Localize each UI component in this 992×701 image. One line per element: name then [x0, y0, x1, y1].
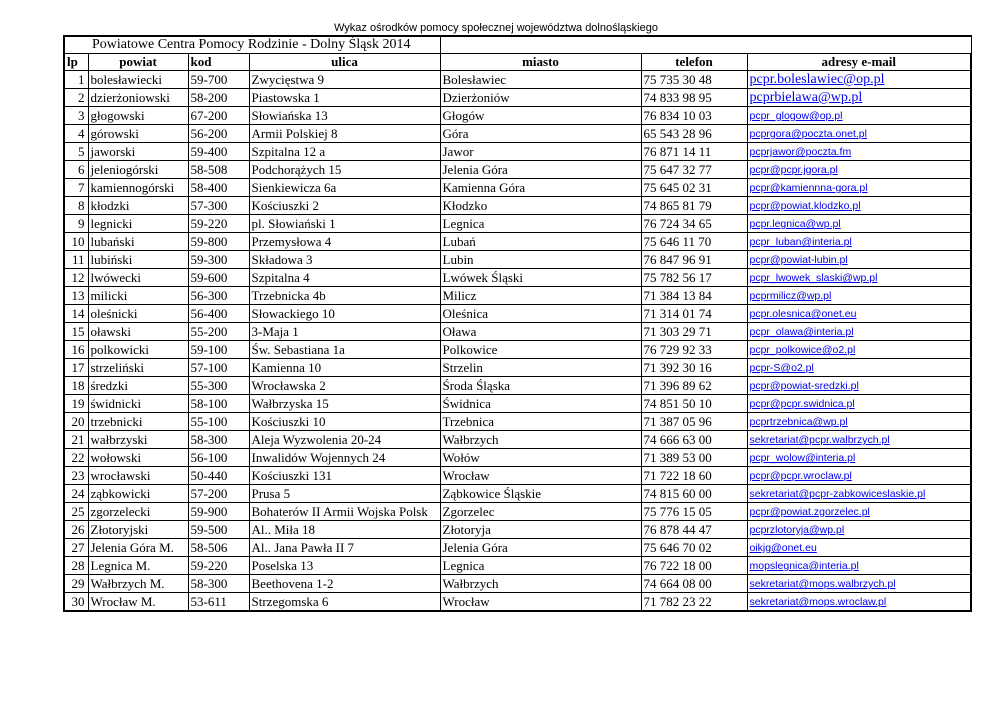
cell-ulica: Podchorążych 15: [249, 161, 440, 179]
cell-lp: 9: [64, 215, 88, 233]
email-link[interactable]: pcprbielawa@wp.pl: [749, 90, 863, 105]
cell-kod: 57-100: [188, 359, 249, 377]
cell-email: [747, 467, 971, 485]
cell-email: [747, 485, 971, 503]
cell-telefon: 71 384 13 84: [641, 287, 747, 305]
cell-telefon: 75 645 02 31: [641, 179, 747, 197]
cell-miasto: Bolesławiec: [440, 71, 641, 89]
cell-telefon: 76 834 10 03: [641, 107, 747, 125]
cell-kod: 58-100: [188, 395, 249, 413]
cell-kod: 59-900: [188, 503, 249, 521]
table-row: [64, 341, 971, 359]
cell-telefon: 74 664 08 00: [641, 575, 747, 593]
cell-email: [747, 557, 971, 575]
cell-email: [747, 593, 971, 612]
table-row: [64, 179, 971, 197]
email-link[interactable]: sekretariat@mops.walbrzych.pl: [749, 578, 896, 590]
cell-miasto: Wołów: [440, 449, 641, 467]
cell-email: [747, 251, 971, 269]
email-link[interactable]: pcprzlotoryja@wp.pl: [749, 524, 845, 536]
cell-lp: 17: [64, 359, 88, 377]
cell-ulica: Kościuszki 2: [249, 197, 440, 215]
cell-kod: 59-600: [188, 269, 249, 287]
cell-email: [747, 413, 971, 431]
email-link[interactable]: pcpr_glogow@op.pl: [749, 110, 843, 122]
email-link[interactable]: pcpr@powiat-sredzki.pl: [749, 380, 859, 392]
cell-ulica: Trzebnicka 4b: [249, 287, 440, 305]
cell-telefon: 75 646 11 70: [641, 233, 747, 251]
cell-ulica: Słowackiego 10: [249, 305, 440, 323]
table-row: [64, 449, 971, 467]
table-row: [64, 287, 971, 305]
cell-lp: 8: [64, 197, 88, 215]
table-row: [64, 197, 971, 215]
cell-ulica: pl. Słowiański 1: [249, 215, 440, 233]
email-link[interactable]: mopslegnica@interia.pl: [749, 560, 859, 572]
cell-lp: 28: [64, 557, 88, 575]
cell-kod: 59-700: [188, 71, 249, 89]
email-link[interactable]: pcprtrzebnica@wp.pl: [749, 416, 848, 428]
cell-lp: 4: [64, 125, 88, 143]
cell-email: [747, 107, 971, 125]
cell-kod: 57-200: [188, 485, 249, 503]
cell-telefon: 75 782 56 17: [641, 269, 747, 287]
cell-kod: 57-300: [188, 197, 249, 215]
header-powiat: powiat: [88, 54, 188, 71]
cell-powiat: milicki: [88, 287, 188, 305]
cell-powiat: lubiński: [88, 251, 188, 269]
cell-telefon: 76 878 44 47: [641, 521, 747, 539]
cell-ulica: Poselska 13: [249, 557, 440, 575]
cell-powiat: lubański: [88, 233, 188, 251]
cell-lp: 6: [64, 161, 88, 179]
cell-lp: 11: [64, 251, 88, 269]
cell-telefon: 75 646 70 02: [641, 539, 747, 557]
cell-miasto: Legnica: [440, 215, 641, 233]
cell-telefon: 71 389 53 00: [641, 449, 747, 467]
cell-ulica: Aleja Wyzwolenia 20-24: [249, 431, 440, 449]
cell-lp: 30: [64, 593, 88, 612]
table-row: [64, 305, 971, 323]
cell-miasto: Kamienna Góra: [440, 179, 641, 197]
cell-email: [747, 161, 971, 179]
cell-miasto: Strzelin: [440, 359, 641, 377]
table-row: [64, 395, 971, 413]
document-title: Wykaz ośrodków pomocy społecznej województwa dolnośląskiego: [334, 22, 658, 34]
cell-miasto: Lubań: [440, 233, 641, 251]
cell-powiat: lwówecki: [88, 269, 188, 287]
cell-kod: 55-300: [188, 377, 249, 395]
table-row: [64, 539, 971, 557]
table-title: Powiatowe Centra Pomocy Rodzinie - Dolny Śląsk 2014: [64, 36, 440, 54]
table-row: [64, 593, 971, 612]
cell-email: [747, 197, 971, 215]
cell-ulica: Słowiańska 13: [249, 107, 440, 125]
cell-telefon: 71 396 89 62: [641, 377, 747, 395]
table-row: [64, 557, 971, 575]
table-row: [64, 431, 971, 449]
cell-ulica: Przemysłowa 4: [249, 233, 440, 251]
header-lp: lp: [64, 54, 88, 71]
cell-kod: 59-300: [188, 251, 249, 269]
cell-lp: 12: [64, 269, 88, 287]
cell-powiat: bolesławiecki: [88, 71, 188, 89]
cell-email: [747, 179, 971, 197]
table-row: [64, 323, 971, 341]
cell-miasto: Głogów: [440, 107, 641, 125]
table-row: [64, 485, 971, 503]
cell-miasto: Jelenia Góra: [440, 539, 641, 557]
email-link[interactable]: pcpr@pcpr.jgora.pl: [749, 164, 838, 176]
cell-miasto: Trzebnica: [440, 413, 641, 431]
cell-ulica: Armii Polskiej 8: [249, 125, 440, 143]
cell-telefon: 71 722 18 60: [641, 467, 747, 485]
email-link[interactable]: pcpr.olesnica@onet.eu: [749, 308, 857, 320]
cell-lp: 15: [64, 323, 88, 341]
cell-ulica: Sienkiewicza 6a: [249, 179, 440, 197]
email-link[interactable]: pcpr.boleslawiec@op.pl: [749, 72, 885, 87]
header-kod: kod: [188, 54, 249, 71]
cell-lp: 18: [64, 377, 88, 395]
cell-kod: 56-300: [188, 287, 249, 305]
cell-email: [747, 377, 971, 395]
cell-telefon: 74 833 98 95: [641, 89, 747, 107]
email-link[interactable]: sekretariat@mops.wroclaw.pl: [749, 596, 887, 608]
cell-lp: 14: [64, 305, 88, 323]
cell-ulica: Składowa 3: [249, 251, 440, 269]
cell-telefon: 75 776 15 05: [641, 503, 747, 521]
cell-miasto: Oława: [440, 323, 641, 341]
table-row: [64, 161, 971, 179]
cell-telefon: 75 735 30 48: [641, 71, 747, 89]
table-row: [64, 233, 971, 251]
table-row: [64, 107, 971, 125]
table-title-row: [64, 36, 971, 54]
cell-telefon: 74 666 63 00: [641, 431, 747, 449]
cell-powiat: świdnicki: [88, 395, 188, 413]
cell-email: [747, 125, 971, 143]
table-row: [64, 575, 971, 593]
cell-telefon: 74 815 60 00: [641, 485, 747, 503]
pcpr-table: [63, 35, 972, 612]
cell-powiat: Jelenia Góra M.: [88, 539, 188, 557]
email-link[interactable]: pcprjawor@poczta.fm: [749, 146, 852, 158]
cell-telefon: 71 782 23 22: [641, 593, 747, 612]
cell-powiat: średzki: [88, 377, 188, 395]
cell-kod: 58-300: [188, 431, 249, 449]
cell-ulica: Beethovena 1-2: [249, 575, 440, 593]
cell-lp: 21: [64, 431, 88, 449]
email-link[interactable]: pcpr_lwowek_slaski@wp.pl: [749, 272, 878, 284]
cell-ulica: Św. Sebastiana 1a: [249, 341, 440, 359]
table-row: [64, 521, 971, 539]
cell-kod: 58-300: [188, 575, 249, 593]
cell-telefon: 74 865 81 79: [641, 197, 747, 215]
cell-kod: 58-508: [188, 161, 249, 179]
cell-powiat: polkowicki: [88, 341, 188, 359]
cell-email: [747, 341, 971, 359]
cell-powiat: ząbkowicki: [88, 485, 188, 503]
cell-lp: 29: [64, 575, 88, 593]
cell-miasto: Wrocław: [440, 593, 641, 612]
cell-ulica: Al.. Jana Pawła II 7: [249, 539, 440, 557]
cell-miasto: Milicz: [440, 287, 641, 305]
table-row: [64, 467, 971, 485]
cell-email: [747, 89, 971, 107]
cell-telefon: 76 729 92 33: [641, 341, 747, 359]
cell-powiat: kłodzki: [88, 197, 188, 215]
cell-powiat: Wrocław M.: [88, 593, 188, 612]
cell-lp: 16: [64, 341, 88, 359]
cell-kod: 59-400: [188, 143, 249, 161]
cell-lp: 23: [64, 467, 88, 485]
cell-kod: 58-200: [188, 89, 249, 107]
cell-email: [747, 539, 971, 557]
cell-lp: 25: [64, 503, 88, 521]
cell-powiat: górowski: [88, 125, 188, 143]
header-ulica: ulica: [249, 54, 440, 71]
cell-miasto: Wałbrzych: [440, 575, 641, 593]
cell-ulica: Kamienna 10: [249, 359, 440, 377]
cell-lp: 5: [64, 143, 88, 161]
cell-powiat: zgorzelecki: [88, 503, 188, 521]
cell-kod: 59-100: [188, 341, 249, 359]
email-link[interactable]: sekretariat@pcpr-zabkowiceslaskie.pl: [749, 488, 926, 500]
cell-kod: 56-400: [188, 305, 249, 323]
cell-powiat: wałbrzyski: [88, 431, 188, 449]
cell-miasto: Polkowice: [440, 341, 641, 359]
cell-ulica: Bohaterów II Armii Wojska Polsk: [249, 503, 440, 521]
cell-miasto: Góra: [440, 125, 641, 143]
cell-ulica: 3-Maja 1: [249, 323, 440, 341]
cell-telefon: 71 314 01 74: [641, 305, 747, 323]
cell-kod: 59-220: [188, 557, 249, 575]
cell-email: [747, 305, 971, 323]
cell-miasto: Świdnica: [440, 395, 641, 413]
cell-powiat: głogowski: [88, 107, 188, 125]
header-email: adresy e-mail: [747, 54, 971, 71]
cell-ulica: Zwycięstwa 9: [249, 71, 440, 89]
cell-telefon: 74 851 50 10: [641, 395, 747, 413]
email-link[interactable]: pcpr_polkowice@o2.pl: [749, 344, 856, 356]
cell-kod: 55-100: [188, 413, 249, 431]
cell-miasto: Oleśnica: [440, 305, 641, 323]
cell-telefon: 76 871 14 11: [641, 143, 747, 161]
cell-telefon: 76 724 34 65: [641, 215, 747, 233]
email-link[interactable]: pcpr@kamiennna-gora.pl: [749, 182, 868, 194]
email-link[interactable]: pcpr-S@o2.pl: [749, 362, 814, 374]
cell-ulica: Wrocławska 2: [249, 377, 440, 395]
cell-email: [747, 233, 971, 251]
cell-kod: 59-800: [188, 233, 249, 251]
cell-telefon: 76 847 96 91: [641, 251, 747, 269]
email-link[interactable]: pcpr@powiat.zgorzelec.pl: [749, 506, 870, 518]
cell-ulica: Kościuszki 131: [249, 467, 440, 485]
cell-miasto: Lubin: [440, 251, 641, 269]
cell-kod: 67-200: [188, 107, 249, 125]
cell-powiat: wrocławski: [88, 467, 188, 485]
table-row: [64, 251, 971, 269]
cell-powiat: jeleniogórski: [88, 161, 188, 179]
table-row: [64, 269, 971, 287]
cell-powiat: Legnica M.: [88, 557, 188, 575]
cell-ulica: Prusa 5: [249, 485, 440, 503]
table-row: [64, 89, 971, 107]
header-miasto: miasto: [440, 54, 641, 71]
cell-kod: 50-440: [188, 467, 249, 485]
cell-kod: 58-400: [188, 179, 249, 197]
cell-email: [747, 359, 971, 377]
cell-kod: 56-100: [188, 449, 249, 467]
cell-powiat: kamiennogórski: [88, 179, 188, 197]
cell-ulica: Strzegomska 6: [249, 593, 440, 612]
cell-powiat: strzeliński: [88, 359, 188, 377]
cell-miasto: Wrocław: [440, 467, 641, 485]
cell-lp: 24: [64, 485, 88, 503]
email-link[interactable]: pcpr@pcpr.swidnica.pl: [749, 398, 855, 410]
cell-kod: 56-200: [188, 125, 249, 143]
table-row: [64, 503, 971, 521]
email-link[interactable]: pcpr_wolow@interia.pl: [749, 452, 856, 464]
cell-miasto: Złotoryja: [440, 521, 641, 539]
cell-telefon: 71 392 30 16: [641, 359, 747, 377]
email-link[interactable]: pcpr_luban@interia.pl: [749, 236, 852, 248]
cell-email: [747, 71, 971, 89]
cell-miasto: Lwówek Śląski: [440, 269, 641, 287]
cell-miasto: Jawor: [440, 143, 641, 161]
email-link[interactable]: pcpr@powiat-lubin.pl: [749, 254, 848, 266]
table-row: [64, 377, 971, 395]
cell-ulica: Szpitalna 12 a: [249, 143, 440, 161]
cell-ulica: Al.. Miła 18: [249, 521, 440, 539]
email-link[interactable]: pcprmilicz@wp.pl: [749, 290, 832, 302]
cell-telefon: 65 543 28 96: [641, 125, 747, 143]
table-row: [64, 359, 971, 377]
cell-lp: 13: [64, 287, 88, 305]
cell-kod: 59-220: [188, 215, 249, 233]
cell-powiat: trzebnicki: [88, 413, 188, 431]
cell-kod: 59-500: [188, 521, 249, 539]
email-link[interactable]: sekretariat@pcpr.walbrzych.pl: [749, 434, 890, 446]
cell-powiat: legnicki: [88, 215, 188, 233]
cell-powiat: dzierżoniowski: [88, 89, 188, 107]
cell-ulica: Wałbrzyska 15: [249, 395, 440, 413]
table-row: [64, 71, 971, 89]
cell-powiat: Wałbrzych M.: [88, 575, 188, 593]
cell-miasto: Legnica: [440, 557, 641, 575]
header-row: [64, 54, 971, 71]
cell-email: [747, 395, 971, 413]
cell-lp: 22: [64, 449, 88, 467]
cell-powiat: Złotoryjski: [88, 521, 188, 539]
email-link[interactable]: pcpr@pcpr.wroclaw.pl: [749, 470, 852, 482]
cell-email: [747, 575, 971, 593]
email-link[interactable]: pcpr.legnica@wp.pl: [749, 218, 841, 230]
cell-miasto: Ząbkowice Śląskie: [440, 485, 641, 503]
cell-email: [747, 143, 971, 161]
cell-ulica: Piastowska 1: [249, 89, 440, 107]
cell-kod: 58-506: [188, 539, 249, 557]
cell-lp: 2: [64, 89, 88, 107]
cell-lp: 26: [64, 521, 88, 539]
cell-lp: 20: [64, 413, 88, 431]
cell-miasto: Kłodzko: [440, 197, 641, 215]
table-row: [64, 215, 971, 233]
cell-kod: 55-200: [188, 323, 249, 341]
cell-email: [747, 521, 971, 539]
email-link[interactable]: pcprgora@poczta.onet.pl: [749, 128, 867, 140]
email-link[interactable]: pcpr@powiat.klodzko.pl: [749, 200, 861, 212]
cell-email: [747, 269, 971, 287]
cell-lp: 3: [64, 107, 88, 125]
cell-powiat: oławski: [88, 323, 188, 341]
cell-ulica: Szpitalna 4: [249, 269, 440, 287]
cell-powiat: oleśnicki: [88, 305, 188, 323]
cell-ulica: Inwalidów Wojennych 24: [249, 449, 440, 467]
cell-telefon: 76 722 18 00: [641, 557, 747, 575]
table-row: [64, 125, 971, 143]
header-telefon: telefon: [641, 54, 747, 71]
cell-email: [747, 503, 971, 521]
cell-telefon: 71 387 05 96: [641, 413, 747, 431]
cell-ulica: Kościuszki 10: [249, 413, 440, 431]
cell-miasto: Zgorzelec: [440, 503, 641, 521]
cell-telefon: 75 647 32 77: [641, 161, 747, 179]
cell-email: [747, 431, 971, 449]
cell-powiat: jaworski: [88, 143, 188, 161]
cell-email: [747, 323, 971, 341]
cell-lp: 10: [64, 233, 88, 251]
cell-lp: 7: [64, 179, 88, 197]
cell-kod: 53-611: [188, 593, 249, 612]
cell-miasto: Dzierżoniów: [440, 89, 641, 107]
cell-email: [747, 287, 971, 305]
cell-telefon: 71 303 29 71: [641, 323, 747, 341]
cell-miasto: Wałbrzych: [440, 431, 641, 449]
email-link[interactable]: pcpr_olawa@interia.pl: [749, 326, 854, 338]
table-row: [64, 413, 971, 431]
cell-lp: 19: [64, 395, 88, 413]
cell-miasto: Jelenia Góra: [440, 161, 641, 179]
table-title-blank: [440, 36, 971, 54]
cell-lp: 27: [64, 539, 88, 557]
email-link[interactable]: oikjg@onet.eu: [749, 542, 817, 554]
cell-email: [747, 449, 971, 467]
cell-lp: 1: [64, 71, 88, 89]
cell-email: [747, 215, 971, 233]
cell-miasto: Środa Śląska: [440, 377, 641, 395]
table-row: [64, 143, 971, 161]
cell-powiat: wołowski: [88, 449, 188, 467]
